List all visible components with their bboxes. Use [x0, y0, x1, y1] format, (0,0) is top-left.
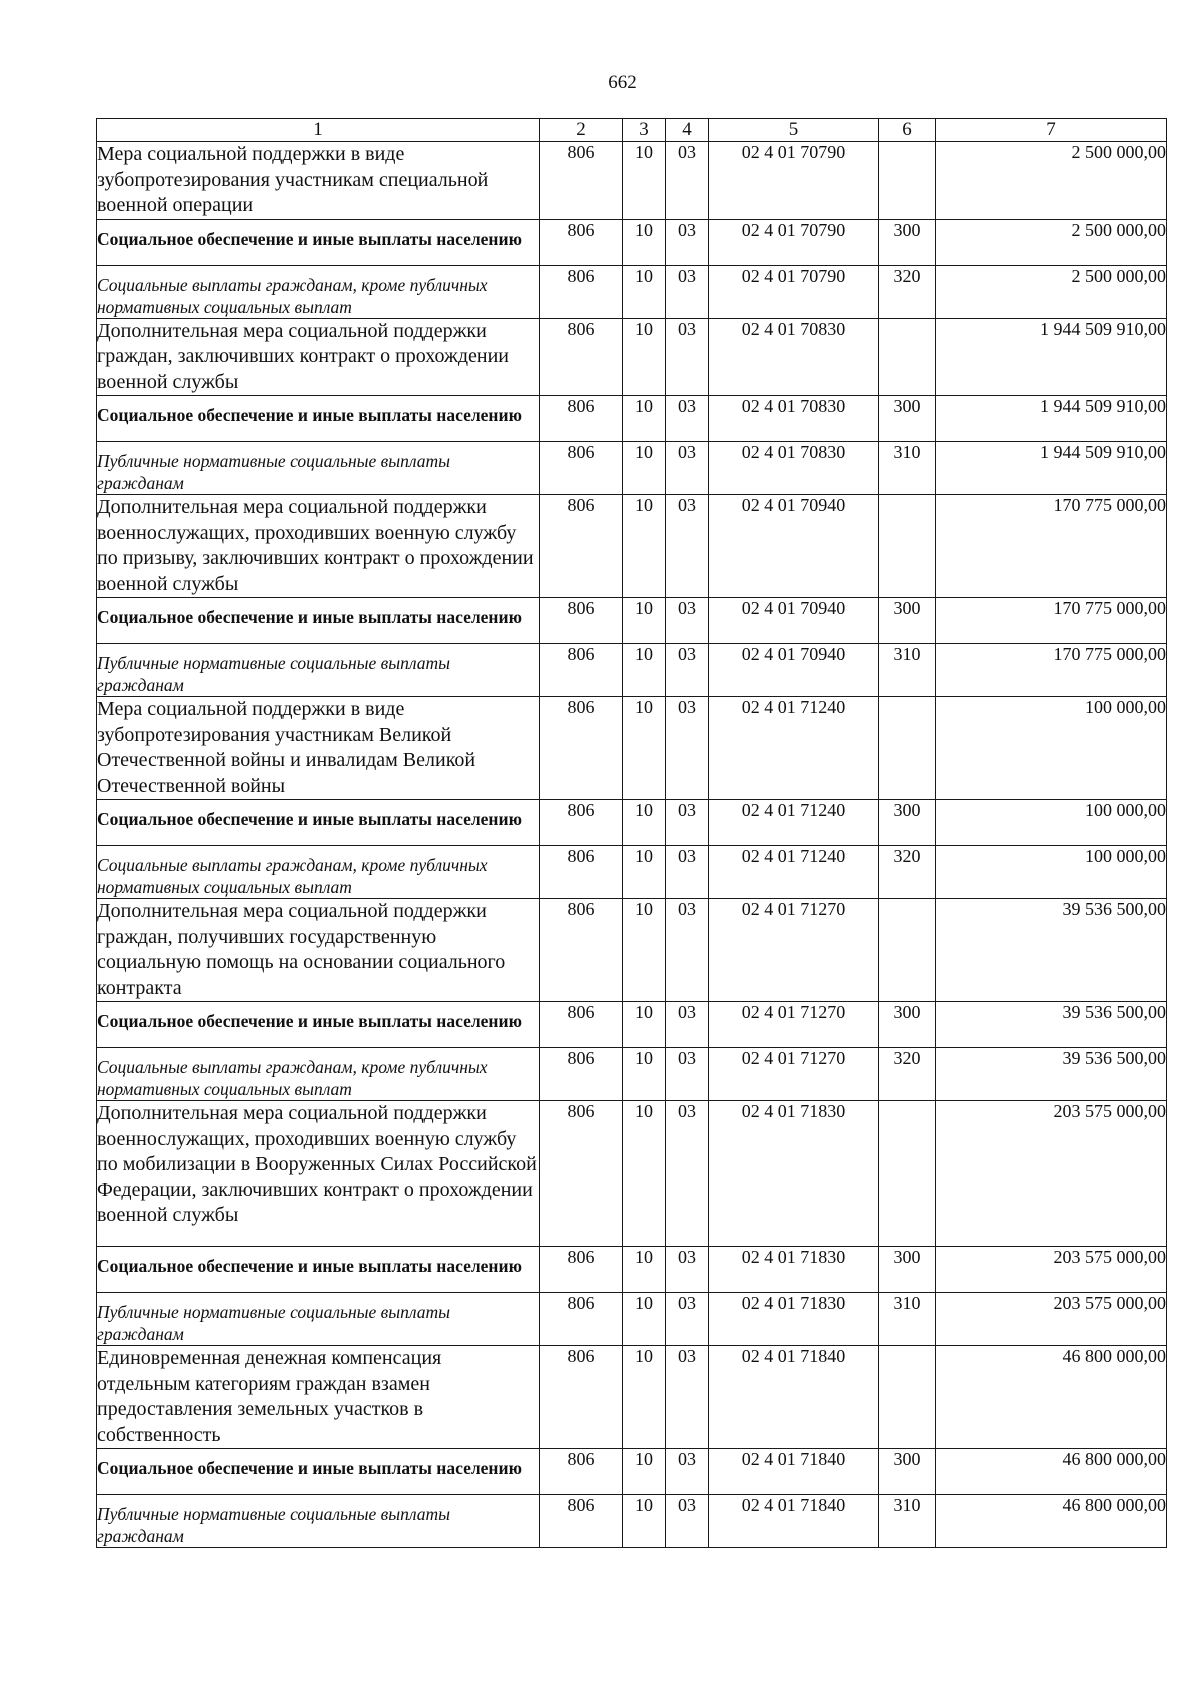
row-expense-type — [879, 1346, 936, 1449]
row-admin-code: 806 — [540, 1495, 623, 1548]
row-expense-type: 310 — [879, 1293, 936, 1346]
row-description: Социальное обеспечение и иные выплаты населению — [97, 800, 540, 846]
row-admin-code: 806 — [540, 219, 623, 265]
row-amount: 203 575 000,00 — [936, 1247, 1167, 1293]
table-row — [97, 442, 1167, 495]
row-expense-type — [879, 495, 936, 598]
row-section: 10 — [623, 644, 666, 697]
row-section: 10 — [623, 142, 666, 220]
row-target-article: 02 4 01 70830 — [709, 442, 879, 495]
row-section: 10 — [623, 265, 666, 318]
row-admin-code: 806 — [540, 1048, 623, 1101]
header-col-6: 6 — [879, 119, 936, 142]
table-row — [97, 265, 1167, 318]
row-section: 10 — [623, 1002, 666, 1048]
table-row — [97, 1449, 1167, 1495]
table-row — [97, 495, 1167, 598]
row-section: 10 — [623, 598, 666, 644]
row-target-article: 02 4 01 71830 — [709, 1293, 879, 1346]
row-section: 10 — [623, 442, 666, 495]
row-section: 10 — [623, 800, 666, 846]
row-description: Дополнительная мера социальной поддержки граждан, получивших государственную социальную помощь на основании социального контракта — [97, 899, 540, 1002]
row-description: Социальное обеспечение и иные выплаты населению — [97, 1247, 540, 1293]
row-amount: 1 944 509 910,00 — [936, 396, 1167, 442]
row-admin-code: 806 — [540, 495, 623, 598]
row-description: Социальное обеспечение и иные выплаты населению — [97, 1449, 540, 1495]
row-section: 10 — [623, 1346, 666, 1449]
row-target-article: 02 4 01 71270 — [709, 1002, 879, 1048]
row-admin-code: 806 — [540, 1247, 623, 1293]
row-section: 10 — [623, 1495, 666, 1548]
table-row — [97, 1101, 1167, 1247]
row-amount: 170 775 000,00 — [936, 495, 1167, 598]
row-section: 10 — [623, 697, 666, 800]
row-admin-code: 806 — [540, 697, 623, 800]
row-admin-code: 806 — [540, 318, 623, 396]
row-admin-code: 806 — [540, 1346, 623, 1449]
header-col-1: 1 — [97, 119, 540, 142]
row-description: Мера социальной поддержки в виде зубопротезирования участникам Великой Отечественной войны и инвалидам Великой Отечественной войны — [97, 697, 540, 800]
row-description: Публичные нормативные социальные выплаты гражданам — [97, 1495, 540, 1548]
row-subsection: 03 — [666, 495, 709, 598]
row-description: Социальное обеспечение и иные выплаты населению — [97, 396, 540, 442]
row-description: Социальное обеспечение и иные выплаты населению — [97, 598, 540, 644]
row-target-article: 02 4 01 71240 — [709, 800, 879, 846]
row-amount: 46 800 000,00 — [936, 1346, 1167, 1449]
row-target-article: 02 4 01 71240 — [709, 697, 879, 800]
row-target-article: 02 4 01 70790 — [709, 142, 879, 220]
row-target-article: 02 4 01 70940 — [709, 644, 879, 697]
row-amount: 100 000,00 — [936, 846, 1167, 899]
row-amount: 203 575 000,00 — [936, 1293, 1167, 1346]
row-description: Публичные нормативные социальные выплаты гражданам — [97, 644, 540, 697]
row-admin-code: 806 — [540, 644, 623, 697]
row-target-article: 02 4 01 71840 — [709, 1346, 879, 1449]
row-expense-type: 310 — [879, 442, 936, 495]
row-description: Публичные нормативные социальные выплаты гражданам — [97, 442, 540, 495]
row-admin-code: 806 — [540, 598, 623, 644]
row-description: Социальное обеспечение и иные выплаты населению — [97, 219, 540, 265]
table-row — [97, 1002, 1167, 1048]
row-subsection: 03 — [666, 1449, 709, 1495]
row-expense-type: 300 — [879, 598, 936, 644]
row-subsection: 03 — [666, 598, 709, 644]
table-row — [97, 219, 1167, 265]
table-row — [97, 697, 1167, 800]
row-admin-code: 806 — [540, 1101, 623, 1247]
row-expense-type: 300 — [879, 800, 936, 846]
row-expense-type: 320 — [879, 846, 936, 899]
row-section: 10 — [623, 219, 666, 265]
row-description: Единовременная денежная компенсация отдельным категориям граждан взамен предоставления земельных участков в собственность — [97, 1346, 540, 1449]
row-amount: 39 536 500,00 — [936, 899, 1167, 1002]
row-subsection: 03 — [666, 697, 709, 800]
row-amount: 2 500 000,00 — [936, 265, 1167, 318]
row-section: 10 — [623, 318, 666, 396]
header-col-2: 2 — [540, 119, 623, 142]
row-expense-type: 300 — [879, 396, 936, 442]
row-description: Мера социальной поддержки в виде зубопротезирования участникам специальной военной операции — [97, 142, 540, 220]
header-col-5: 5 — [709, 119, 879, 142]
row-subsection: 03 — [666, 318, 709, 396]
row-expense-type — [879, 697, 936, 800]
row-subsection: 03 — [666, 1048, 709, 1101]
row-description: Социальные выплаты гражданам, кроме публичных нормативных социальных выплат — [97, 1048, 540, 1101]
row-subsection: 03 — [666, 265, 709, 318]
row-amount: 170 775 000,00 — [936, 598, 1167, 644]
row-admin-code: 806 — [540, 846, 623, 899]
row-subsection: 03 — [666, 644, 709, 697]
row-expense-type — [879, 142, 936, 220]
row-target-article: 02 4 01 70940 — [709, 598, 879, 644]
row-target-article: 02 4 01 70830 — [709, 318, 879, 396]
table-row — [97, 1048, 1167, 1101]
table-row — [97, 1346, 1167, 1449]
row-amount: 39 536 500,00 — [936, 1048, 1167, 1101]
row-amount: 46 800 000,00 — [936, 1449, 1167, 1495]
table-row — [97, 318, 1167, 396]
row-amount: 170 775 000,00 — [936, 644, 1167, 697]
table-row — [97, 644, 1167, 697]
table-row — [97, 1247, 1167, 1293]
row-target-article: 02 4 01 70830 — [709, 396, 879, 442]
row-subsection: 03 — [666, 442, 709, 495]
header-row — [97, 119, 1167, 142]
row-expense-type: 300 — [879, 219, 936, 265]
row-section: 10 — [623, 396, 666, 442]
row-amount: 100 000,00 — [936, 800, 1167, 846]
header-col-3: 3 — [623, 119, 666, 142]
row-section: 10 — [623, 1101, 666, 1247]
row-expense-type: 300 — [879, 1449, 936, 1495]
row-subsection: 03 — [666, 1247, 709, 1293]
row-expense-type — [879, 318, 936, 396]
row-section: 10 — [623, 1247, 666, 1293]
row-amount: 203 575 000,00 — [936, 1101, 1167, 1247]
row-expense-type: 310 — [879, 644, 936, 697]
row-description: Социальное обеспечение и иные выплаты населению — [97, 1002, 540, 1048]
row-subsection: 03 — [666, 899, 709, 1002]
row-target-article: 02 4 01 71840 — [709, 1495, 879, 1548]
row-expense-type: 320 — [879, 265, 936, 318]
row-target-article: 02 4 01 71840 — [709, 1449, 879, 1495]
row-admin-code: 806 — [540, 1449, 623, 1495]
row-expense-type: 300 — [879, 1247, 936, 1293]
row-amount: 1 944 509 910,00 — [936, 442, 1167, 495]
row-subsection: 03 — [666, 142, 709, 220]
row-amount: 2 500 000,00 — [936, 219, 1167, 265]
row-target-article: 02 4 01 70790 — [709, 265, 879, 318]
row-section: 10 — [623, 1449, 666, 1495]
table-row — [97, 598, 1167, 644]
table-row — [97, 396, 1167, 442]
row-subsection: 03 — [666, 1101, 709, 1247]
row-subsection: 03 — [666, 1293, 709, 1346]
row-target-article: 02 4 01 70940 — [709, 495, 879, 598]
header-col-7: 7 — [936, 119, 1167, 142]
table-row — [97, 800, 1167, 846]
row-admin-code: 806 — [540, 142, 623, 220]
row-subsection: 03 — [666, 846, 709, 899]
row-description: Дополнительная мера социальной поддержки военнослужащих, проходивших военную службу по мобилизации в Вооруженных Силах Российской Федерации, заключивших контракт о прохождении военной службы — [97, 1101, 540, 1247]
row-section: 10 — [623, 846, 666, 899]
row-target-article: 02 4 01 71270 — [709, 1048, 879, 1101]
row-subsection: 03 — [666, 1346, 709, 1449]
table-row — [97, 142, 1167, 220]
row-admin-code: 806 — [540, 1002, 623, 1048]
row-section: 10 — [623, 899, 666, 1002]
row-description: Дополнительная мера социальной поддержки военнослужащих, проходивших военную службу по призыву, заключивших контракт о прохождении военной службы — [97, 495, 540, 598]
table-row — [97, 1495, 1167, 1548]
table-row — [97, 1293, 1167, 1346]
row-amount: 46 800 000,00 — [936, 1495, 1167, 1548]
row-section: 10 — [623, 1293, 666, 1346]
row-description: Социальные выплаты гражданам, кроме публичных нормативных социальных выплат — [97, 265, 540, 318]
row-admin-code: 806 — [540, 396, 623, 442]
row-target-article: 02 4 01 71240 — [709, 846, 879, 899]
row-admin-code: 806 — [540, 800, 623, 846]
row-section: 10 — [623, 495, 666, 598]
budget-table — [96, 118, 1167, 1548]
row-subsection: 03 — [666, 1495, 709, 1548]
row-description: Публичные нормативные социальные выплаты гражданам — [97, 1293, 540, 1346]
row-amount: 2 500 000,00 — [936, 142, 1167, 220]
row-amount: 1 944 509 910,00 — [936, 318, 1167, 396]
row-subsection: 03 — [666, 396, 709, 442]
row-expense-type — [879, 899, 936, 1002]
row-target-article: 02 4 01 71830 — [709, 1101, 879, 1247]
row-subsection: 03 — [666, 219, 709, 265]
table-row — [97, 899, 1167, 1002]
row-target-article: 02 4 01 71830 — [709, 1247, 879, 1293]
row-description: Дополнительная мера социальной поддержки граждан, заключивших контракт о прохождении военной службы — [97, 318, 540, 396]
row-admin-code: 806 — [540, 1293, 623, 1346]
row-admin-code: 806 — [540, 442, 623, 495]
row-expense-type: 300 — [879, 1002, 936, 1048]
row-admin-code: 806 — [540, 265, 623, 318]
row-expense-type: 310 — [879, 1495, 936, 1548]
row-subsection: 03 — [666, 800, 709, 846]
header-col-4: 4 — [666, 119, 709, 142]
row-target-article: 02 4 01 71270 — [709, 899, 879, 1002]
table-row — [97, 846, 1167, 899]
row-section: 10 — [623, 1048, 666, 1101]
row-target-article: 02 4 01 70790 — [709, 219, 879, 265]
row-admin-code: 806 — [540, 899, 623, 1002]
page-number: 662 — [608, 72, 637, 93]
row-expense-type — [879, 1101, 936, 1247]
row-subsection: 03 — [666, 1002, 709, 1048]
row-description: Социальные выплаты гражданам, кроме публичных нормативных социальных выплат — [97, 846, 540, 899]
row-amount: 100 000,00 — [936, 697, 1167, 800]
row-expense-type: 320 — [879, 1048, 936, 1101]
table-body — [97, 142, 1167, 1548]
row-amount: 39 536 500,00 — [936, 1002, 1167, 1048]
